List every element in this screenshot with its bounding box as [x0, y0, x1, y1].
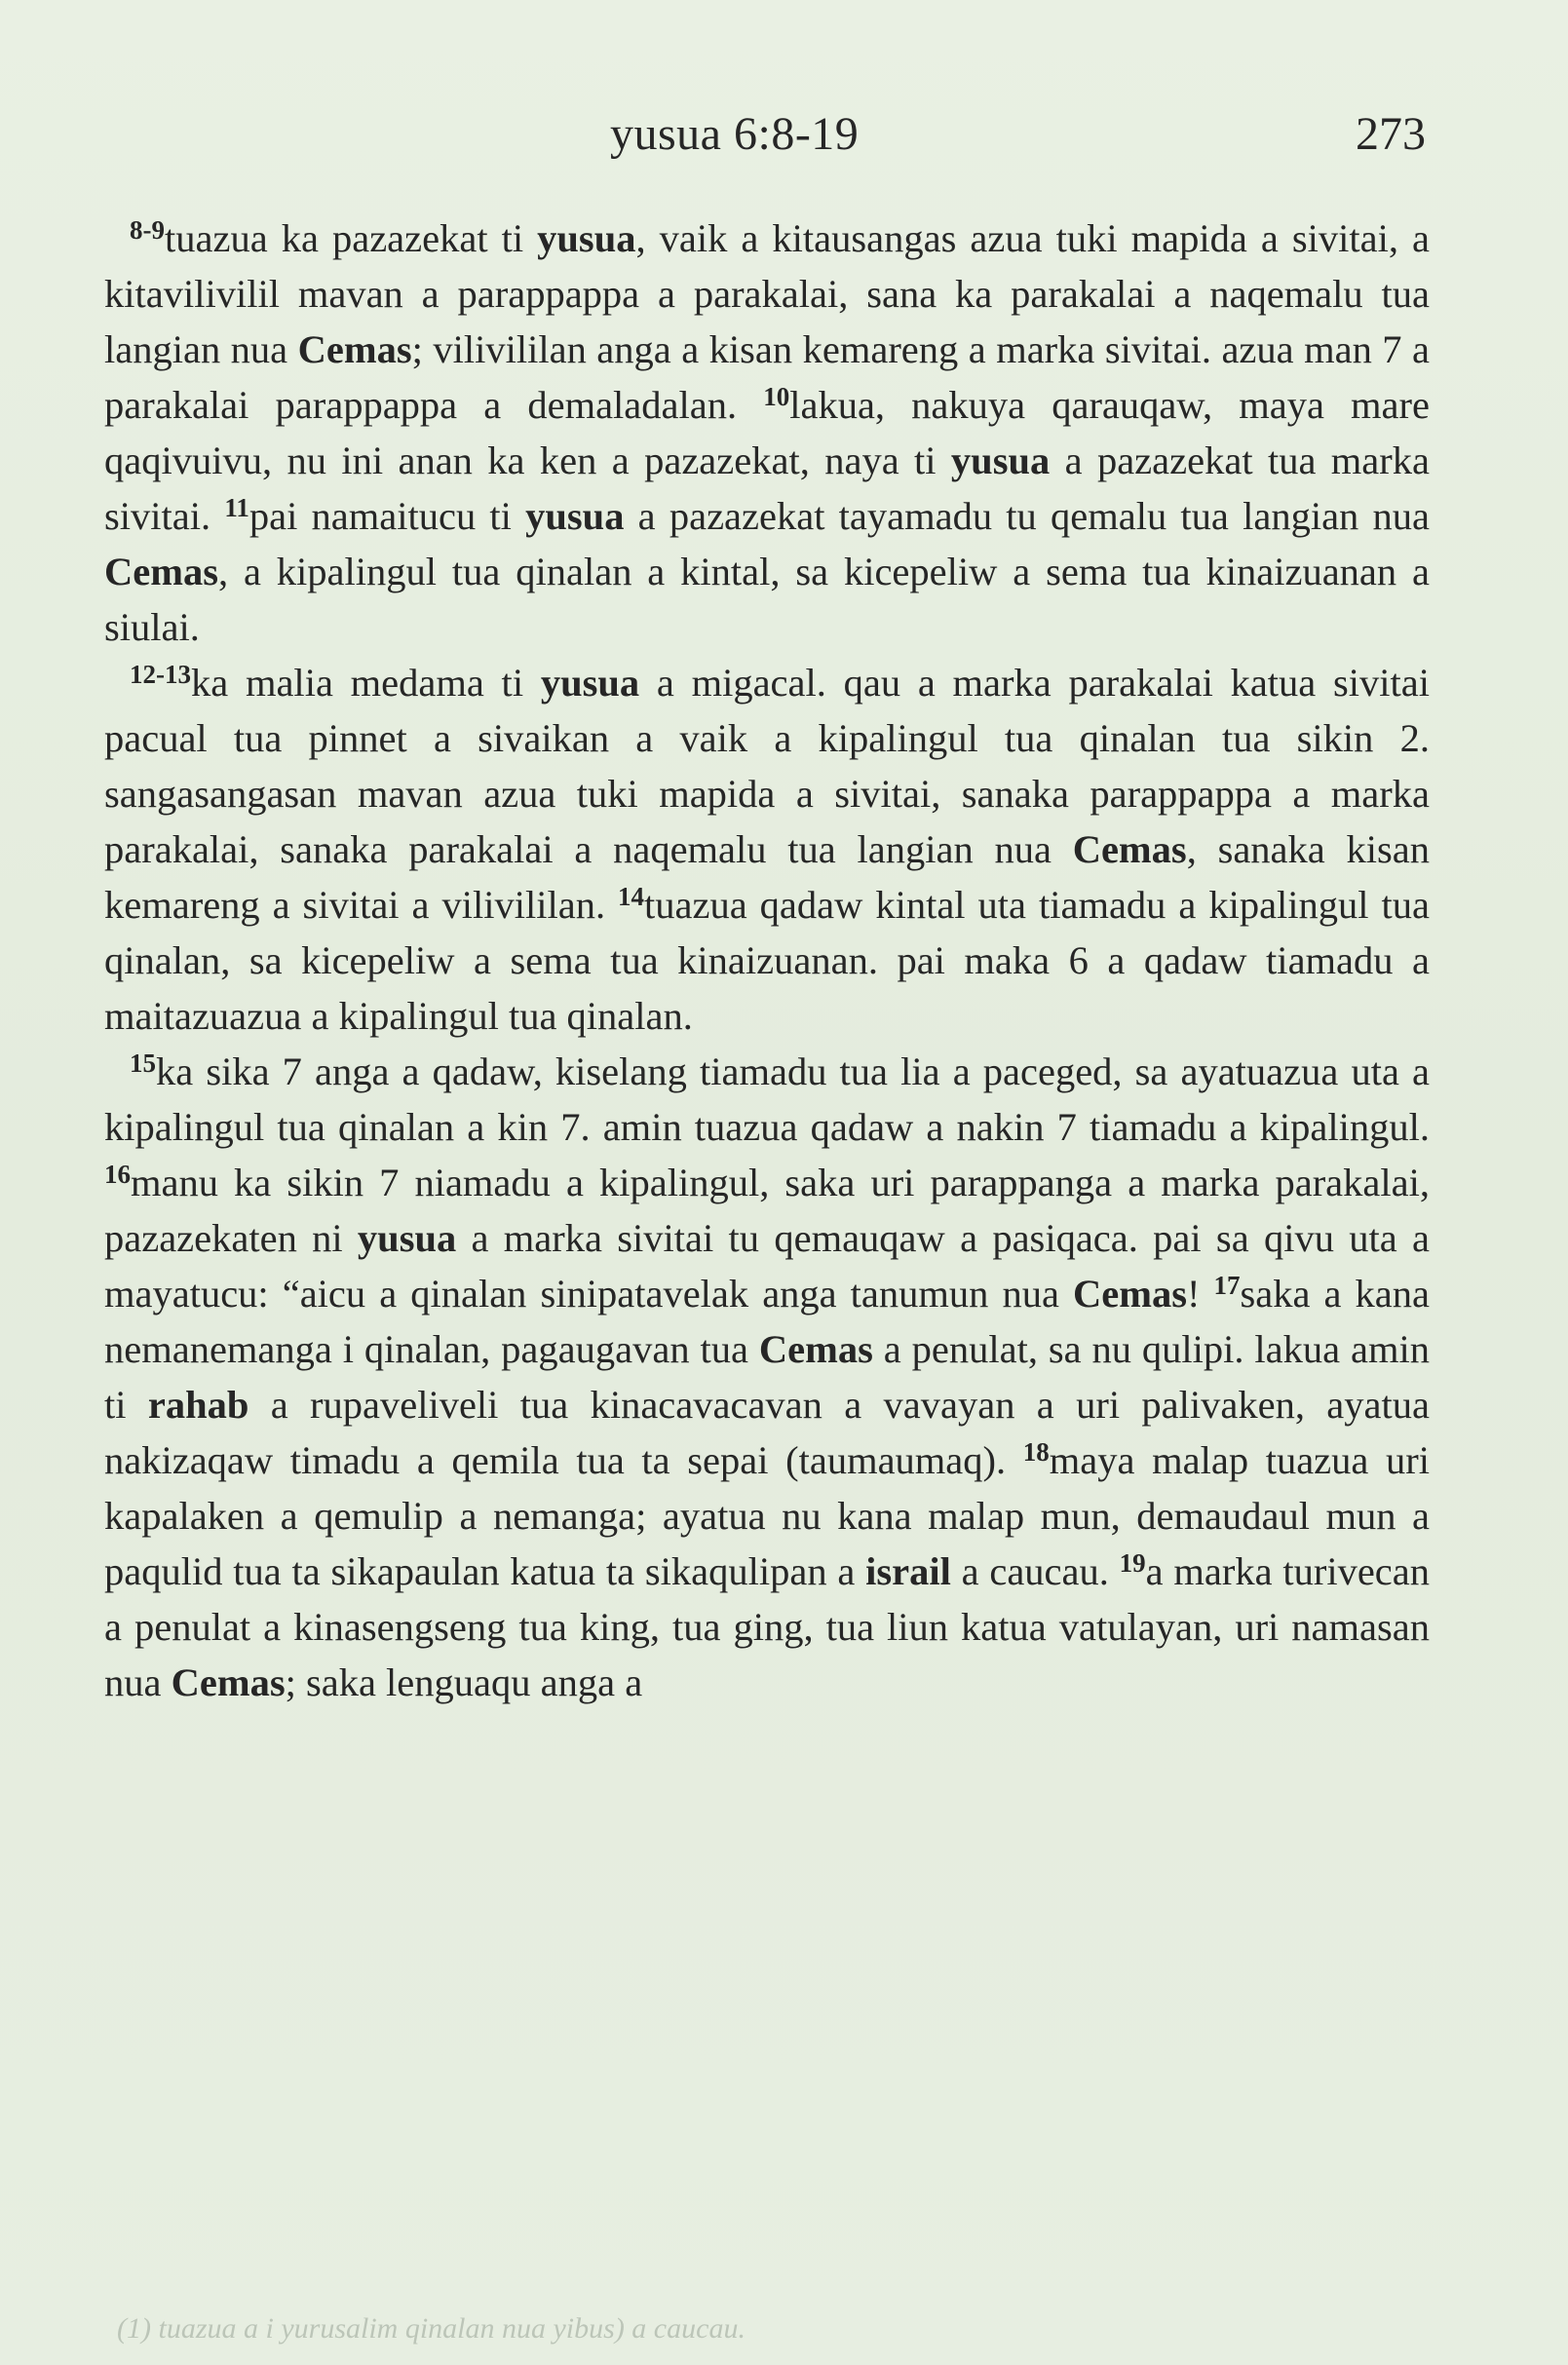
- bold-name: Cemas: [1072, 1272, 1187, 1316]
- bold-name: Cemas: [758, 1327, 873, 1371]
- bold-name: israil: [865, 1549, 951, 1593]
- verse-number: 16: [104, 1160, 131, 1189]
- bold-name: yusua: [525, 494, 625, 538]
- paragraph: [104, 655, 1430, 1044]
- verse-text: saka a kana nemanemanga i qinalan, pagaugavan tua: [104, 1272, 1430, 1371]
- verse-text: tuazua ka pazazekat ti: [165, 216, 538, 260]
- verse-number: 19: [1119, 1548, 1146, 1578]
- verse-number: 18: [1022, 1437, 1050, 1467]
- verse-number: 15: [130, 1049, 156, 1078]
- verse-text: a pazazekat tua marka sivitai.: [104, 439, 1430, 538]
- verse-text: a pazazekat tayamadu tu qemalu tua langian nua: [624, 494, 1430, 538]
- bold-name: Cemas: [297, 327, 412, 371]
- verse-text: a caucau.: [950, 1549, 1120, 1593]
- footnote-bleed-through: (1) tuazua a i yurusalim qinalan nua yibus) a caucau.: [117, 2312, 746, 2345]
- bold-name: Cemas: [1072, 827, 1187, 871]
- page-header: [0, 105, 1568, 164]
- verse-number: 8-9: [130, 215, 165, 245]
- verse-text: a rupaveliveli tua kinacavacavan a vavayan a uri palivaken, ayatua nakizaqaw timadu a qemila tua ta sepai (taumaumaq).: [104, 1383, 1430, 1482]
- verse-text: ; vilivililan anga a kisan kemareng a marka sivitai. azua man 7 a parakalai parappappa a demaladalan.: [104, 327, 1430, 427]
- verse-text: maya malap tuazua uri kapalaken a qemulip a nemanga; ayatua nu kana malap mun, demaudaul mun a paqulid tua ta sikapaulan katua ta sikaqulipan a: [104, 1438, 1430, 1593]
- verse-number: 17: [1213, 1271, 1241, 1300]
- verse-text: , a kipalingul tua qinalan a kintal, sa kicepeliw a sema tua kinaizuanan a siulai.: [104, 550, 1430, 649]
- verse-text: tuazua qadaw kintal uta tiamadu a kipalingul tua qinalan, sa kicepeliw a sema tua kinaizuanan. pai maka 6 a qadaw tiamadu a maitazuazua a kipalingul tua qinalan.: [104, 883, 1430, 1038]
- verse-text: lakua, nakuya qarauqaw, maya mare qaqivuivu, nu ini anan ka ken a pazazekat, naya ti: [104, 383, 1430, 482]
- verse-number: 11: [224, 493, 249, 522]
- verse-text: manu ka sikin 7 niamadu a kipalingul, saka uri parappanga a marka parakalai, pazazekaten ni: [104, 1161, 1430, 1260]
- verse-text: pai namaitucu ti: [249, 494, 526, 538]
- verse-text: a marka turivecan a penulat a kinasengseng tua king, tua ging, tua liun katua vatulayan, uri namasan nua: [104, 1549, 1430, 1704]
- main-text: [104, 210, 1430, 1710]
- verse-text: ka malia medama ti: [191, 661, 541, 705]
- verse-number: 14: [618, 882, 645, 911]
- verse-text: ; saka lenguaqu anga a: [285, 1660, 643, 1704]
- running-head: yusua 6:8-19: [610, 108, 860, 160]
- paragraph: [104, 210, 1430, 655]
- verse-text: , vaik a kitausangas azua tuki mapida a sivitai, a kitavilivilil mavan a parappappa a parakalai, sana ka parakalai a naqemalu tua langian nua: [104, 216, 1430, 371]
- verse-text: a penulat, sa nu qulipi. lakua amin ti: [104, 1327, 1431, 1427]
- verse-text: ka sika 7 anga a qadaw, kiselang tiamadu tua lia a paceged, sa ayatuazua uta a kipalingul tua qinalan a kin 7. amin tuazua qadaw a nakin 7 tiamadu a kipalingul.: [104, 1049, 1430, 1149]
- verse-number: 12-13: [130, 660, 191, 689]
- verse-text: a marka sivitai tu qemauqaw a pasiqaca. pai sa qivu uta a mayatucu: “aicu a qinalan sinipatavelak anga tanumun nua: [104, 1216, 1430, 1316]
- bold-name: yusua: [537, 216, 636, 260]
- verse-text: !: [1186, 1272, 1214, 1316]
- verse-text: a migacal. qau a marka parakalai katua sivitai pacual tua pinnet a sivaikan a vaik a kipalingul tua qinalan tua sikin 2. sangasangasan mavan azua tuki mapida a sivitai, sanaka parappappa a marka parakalai, sanaka parakalai a naqemalu tua langian nua: [104, 661, 1431, 871]
- verse-text: , sanaka kisan kemareng a sivitai a vilivililan.: [104, 827, 1430, 927]
- verse-number: 10: [763, 382, 790, 411]
- bold-name: yusua: [540, 661, 640, 705]
- bold-name: rahab: [147, 1383, 249, 1427]
- bold-name: Cemas: [171, 1660, 286, 1704]
- page-number: 273: [1356, 108, 1426, 160]
- paragraph: [104, 1044, 1430, 1710]
- bold-name: yusua: [950, 439, 1051, 482]
- bold-name: yusua: [357, 1216, 457, 1260]
- bold-name: Cemas: [104, 550, 218, 593]
